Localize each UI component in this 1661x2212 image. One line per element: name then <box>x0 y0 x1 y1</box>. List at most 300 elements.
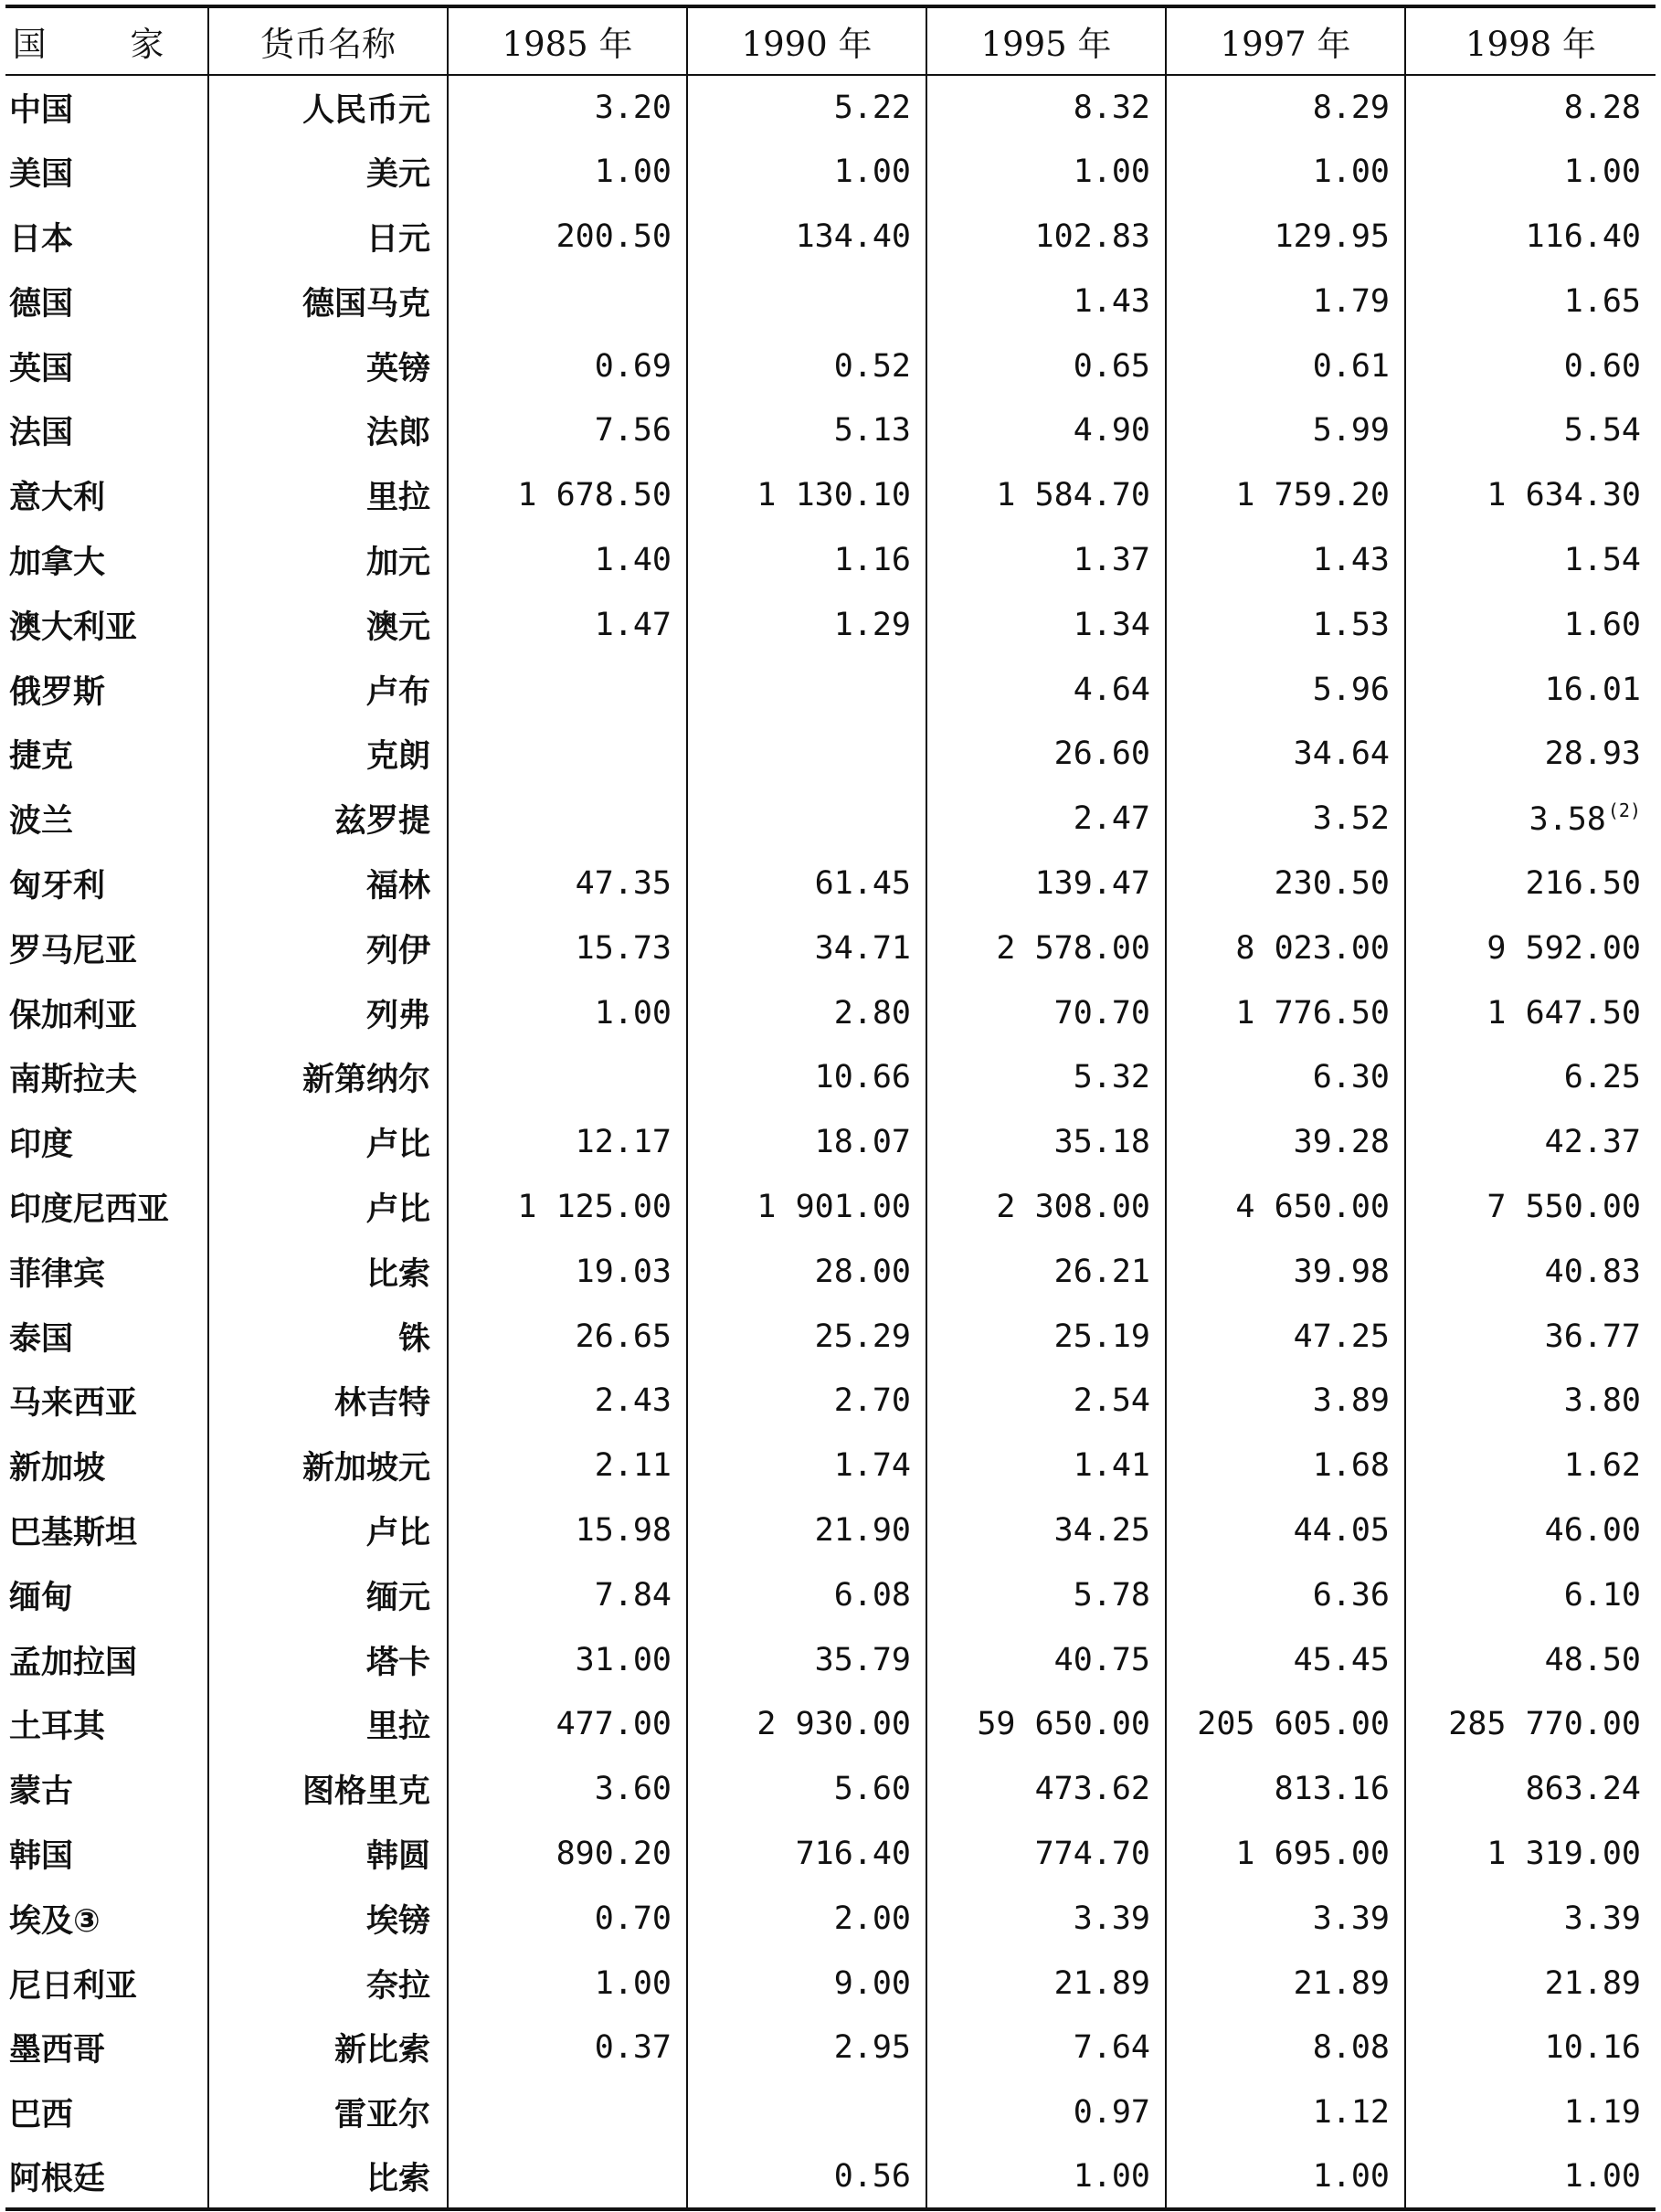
table-row <box>5 787 1656 852</box>
header-currency: 货币名称 <box>208 6 448 75</box>
rate-value: 28.93 <box>1544 736 1641 773</box>
rate-cell-1997 <box>1166 1757 1405 1822</box>
currency-cell: 人民币元 <box>208 75 448 140</box>
currency-cell: 日元 <box>208 205 448 270</box>
country-cell: 德国 <box>9 285 74 323</box>
rate-value: 102.83 <box>1034 217 1150 255</box>
rate-cell-1985 <box>448 1434 687 1498</box>
rate-cell-1995 <box>926 269 1166 333</box>
rate-value: 0.52 <box>833 347 911 385</box>
rate-cell-1998 <box>1405 1110 1656 1175</box>
footnote-marker: (2) <box>1607 799 1641 822</box>
currency-cell: 新比索 <box>208 2016 448 2080</box>
rate-cell-1990 <box>687 1562 926 1627</box>
rate-value: 0.56 <box>833 2157 911 2195</box>
country-cell: 匈牙利 <box>9 867 106 905</box>
rate-value: 1.29 <box>833 606 911 643</box>
rate-cell-1997 <box>1166 852 1405 916</box>
currency-cell: 加元 <box>208 528 448 593</box>
rate-value: 1.53 <box>1312 606 1390 643</box>
rate-cell-1985 <box>448 1692 687 1757</box>
rate-value: 39.28 <box>1293 1124 1390 1161</box>
table-row <box>5 592 1656 657</box>
rate-value: 3.39 <box>1312 1900 1390 1937</box>
rate-cell-1985 <box>448 463 687 528</box>
currency-cell: 卢比 <box>208 1498 448 1563</box>
rate-cell-1990 <box>687 333 926 398</box>
rate-value: 5.78 <box>1073 1576 1150 1614</box>
currency-cell: 卢布 <box>208 657 448 722</box>
rate-value: 285 770.00 <box>1448 1706 1641 1743</box>
rate-value: 1 125.00 <box>517 1188 672 1225</box>
rate-value: 1.00 <box>594 994 672 1032</box>
rate-cell-1997 <box>1166 463 1405 528</box>
country-cell: 美国 <box>9 156 74 194</box>
rate-cell-1995 <box>926 787 1166 852</box>
country-cell: 新加坡 <box>9 1450 106 1487</box>
rate-cell-1985 <box>448 1562 687 1627</box>
rate-cell-1990 <box>687 915 926 980</box>
rate-value: 3.80 <box>1563 1382 1641 1420</box>
rate-value: 9 592.00 <box>1486 929 1641 967</box>
country-cell: 法国 <box>9 415 74 452</box>
rate-value: 1 695.00 <box>1235 1835 1390 1872</box>
rate-cell-1985 <box>448 1757 687 1822</box>
rate-cell-1995 <box>926 1498 1166 1563</box>
rate-cell-1985 <box>448 1110 687 1175</box>
rate-value: 5.32 <box>1073 1059 1150 1096</box>
rate-value: 7.84 <box>594 1576 672 1614</box>
rate-value: 5.13 <box>833 412 911 450</box>
rate-value: 47.25 <box>1293 1318 1390 1355</box>
rate-cell-1998 <box>1405 528 1656 593</box>
currency-cell: 兹罗提 <box>208 787 448 852</box>
rate-value: 1 319.00 <box>1486 1835 1641 1872</box>
rate-value: 2.70 <box>833 1382 911 1420</box>
country-cell: 泰国 <box>9 1320 74 1358</box>
rate-value: 890.20 <box>555 1835 672 1872</box>
rate-cell-1997 <box>1166 1562 1405 1627</box>
rate-cell-1998 <box>1405 592 1656 657</box>
rate-cell-1985 <box>448 205 687 270</box>
rate-cell-1998 <box>1405 1757 1656 1822</box>
rate-cell-1998 <box>1405 1175 1656 1240</box>
rate-value: 8.32 <box>1073 89 1150 126</box>
rate-cell-1990 <box>687 980 926 1045</box>
rate-value: 8.28 <box>1563 89 1641 126</box>
rate-cell-1990 <box>687 2145 926 2210</box>
rate-cell-1990 <box>687 1951 926 2016</box>
country-cell: 印度 <box>9 1127 74 1164</box>
table-row <box>5 1498 1656 1563</box>
rate-cell-1995 <box>926 140 1166 205</box>
rate-value: 0.97 <box>1073 2094 1150 2132</box>
rate-cell-1990 <box>687 1304 926 1369</box>
rate-cell-1985 <box>448 787 687 852</box>
rate-value: 2.54 <box>1073 1382 1150 1420</box>
rate-cell-1995 <box>926 1175 1166 1240</box>
rate-value: 1 647.50 <box>1486 994 1641 1032</box>
table-row <box>5 1627 1656 1692</box>
rate-cell-1998 <box>1405 75 1656 140</box>
rate-value: 1.62 <box>1563 1447 1641 1485</box>
country-cell: 阿根廷 <box>5 2145 208 2210</box>
rate-cell-1985 <box>448 1175 687 1240</box>
rate-cell-1997 <box>1166 1886 1405 1951</box>
table-row <box>5 1239 1656 1304</box>
rate-value: 7.64 <box>1073 2029 1150 2067</box>
table-row <box>5 1434 1656 1498</box>
rate-cell-1990 <box>687 657 926 722</box>
rate-cell-1995 <box>926 205 1166 270</box>
rate-value: 34.25 <box>1053 1511 1150 1549</box>
currency-cell: 里拉 <box>208 463 448 528</box>
rate-cell-1985 <box>448 75 687 140</box>
country-cell: 尼日利亚 <box>9 1967 138 2005</box>
rate-cell-1998 <box>1405 915 1656 980</box>
table-row <box>5 1110 1656 1175</box>
rate-cell-1998 <box>1405 2145 1656 2210</box>
rate-cell-1985 <box>448 1627 687 1692</box>
rate-cell-1985 <box>448 915 687 980</box>
rate-value: 40.75 <box>1053 1641 1150 1678</box>
header-year-1990: 1990 年 <box>687 6 926 75</box>
rate-cell-1995 <box>926 1692 1166 1757</box>
rate-value: 4 650.00 <box>1235 1188 1390 1225</box>
rate-value: 5.54 <box>1563 412 1641 450</box>
rate-cell-1985 <box>448 1822 687 1887</box>
rate-value: 1.00 <box>594 1964 672 2002</box>
rate-value: 5.99 <box>1312 412 1390 450</box>
rate-cell-1995 <box>926 528 1166 593</box>
rate-cell-1990 <box>687 722 926 787</box>
country-cell: 韩国 <box>9 1837 74 1875</box>
rate-cell-1995 <box>926 2080 1166 2145</box>
country-cell: 巴基斯坦 <box>9 1514 138 1551</box>
rate-value: 1.43 <box>1312 541 1390 578</box>
currency-cell: 里拉 <box>208 1692 448 1757</box>
rate-cell-1990 <box>687 2016 926 2080</box>
currency-cell: 韩圆 <box>208 1822 448 1887</box>
rate-cell-1990 <box>687 1110 926 1175</box>
rate-cell-1985 <box>448 140 687 205</box>
rate-cell-1998 <box>1405 1498 1656 1563</box>
country-cell: 捷克 <box>9 738 74 776</box>
rate-cell-1995 <box>926 1434 1166 1498</box>
rate-cell-1995 <box>926 592 1166 657</box>
country-cell: 土耳其 <box>9 1709 106 1746</box>
rate-cell-1997 <box>1166 722 1405 787</box>
rate-value: 0.69 <box>594 347 672 385</box>
rate-cell-1998 <box>1405 1627 1656 1692</box>
rate-cell-1998 <box>1405 722 1656 787</box>
rate-cell-1998 <box>1405 787 1656 852</box>
currency-cell: 新第纳尔 <box>208 1045 448 1110</box>
rate-cell-1985 <box>448 333 687 398</box>
rate-cell-1990 <box>687 398 926 463</box>
rate-cell-1997 <box>1166 1692 1405 1757</box>
currency-cell: 澳元 <box>208 592 448 657</box>
header-year-1998: 1998 年 <box>1405 6 1656 75</box>
rate-value: 3.89 <box>1312 1382 1390 1420</box>
rate-cell-1995 <box>926 333 1166 398</box>
currency-cell: 比索 <box>208 1239 448 1304</box>
rate-value: 46.00 <box>1544 1511 1641 1549</box>
country-cell: 马来西亚 <box>9 1385 138 1423</box>
rate-cell-1998 <box>1405 2016 1656 2080</box>
rate-cell-1997 <box>1166 1498 1405 1563</box>
rate-value: 205 605.00 <box>1197 1706 1390 1743</box>
rate-value: 8.29 <box>1312 89 1390 126</box>
table-row <box>5 269 1656 333</box>
rate-cell-1997 <box>1166 333 1405 398</box>
rate-value: 6.10 <box>1563 1576 1641 1614</box>
rate-cell-1985 <box>448 1239 687 1304</box>
rate-value: 5.96 <box>1312 671 1390 708</box>
rate-cell-1997 <box>1166 1369 1405 1434</box>
table-row <box>5 657 1656 722</box>
table-row <box>5 980 1656 1045</box>
rate-value: 116.40 <box>1525 217 1641 255</box>
rate-cell-1998 <box>1405 1369 1656 1434</box>
country-cell: 英国 <box>9 350 74 387</box>
currency-cell: 英镑 <box>208 333 448 398</box>
currency-cell: 奈拉 <box>208 1951 448 2016</box>
rate-cell-1998 <box>1405 1562 1656 1627</box>
rate-value: 2.11 <box>594 1447 672 1485</box>
currency-cell: 缅元 <box>208 1562 448 1627</box>
table-row <box>5 1692 1656 1757</box>
rate-value: 0.60 <box>1563 347 1641 385</box>
country-cell: 加拿大 <box>9 544 106 581</box>
rate-value: 3.60 <box>594 1771 672 1808</box>
rate-cell-1995 <box>926 1304 1166 1369</box>
rate-value: 39.98 <box>1293 1253 1390 1290</box>
table-row <box>5 1045 1656 1110</box>
rate-value: 44.05 <box>1293 1511 1390 1549</box>
rate-value: 1.00 <box>1312 2157 1390 2195</box>
rate-value: 45.45 <box>1293 1641 1390 1678</box>
table-row <box>5 2016 1656 2080</box>
rate-cell-1997 <box>1166 205 1405 270</box>
table-row <box>5 75 1656 140</box>
rate-cell-1997 <box>1166 1822 1405 1887</box>
rate-value: 2.43 <box>594 1382 672 1420</box>
rate-cell-1990 <box>687 1822 926 1887</box>
rate-cell-1990 <box>687 852 926 916</box>
rate-value: 40.83 <box>1544 1253 1641 1290</box>
table-row <box>5 528 1656 593</box>
rate-value: 1 901.00 <box>756 1188 911 1225</box>
rate-value: 1.00 <box>1563 2157 1641 2195</box>
rate-cell-1997 <box>1166 1239 1405 1304</box>
rate-value: 1.19 <box>1563 2094 1641 2132</box>
rate-value: 7.56 <box>594 412 672 450</box>
table-row <box>5 915 1656 980</box>
rate-cell-1985 <box>448 722 687 787</box>
country-cell: 蒙古 <box>9 1773 74 1811</box>
currency-cell: 新加坡元 <box>208 1434 448 1498</box>
rate-cell-1995 <box>926 980 1166 1045</box>
rate-value: 16.01 <box>1544 671 1641 708</box>
rate-value: 1.68 <box>1312 1447 1390 1485</box>
currency-cell: 卢比 <box>208 1175 448 1240</box>
table-row <box>5 140 1656 205</box>
header-country: 国 家 <box>5 6 208 75</box>
rate-cell-1985 <box>448 657 687 722</box>
rate-value: 47.35 <box>575 864 672 902</box>
rate-value: 59 650.00 <box>977 1706 1150 1743</box>
rate-cell-1985 <box>448 398 687 463</box>
country-cell: 波兰 <box>9 803 74 841</box>
currency-cell: 克朗 <box>208 722 448 787</box>
country-cell: 罗马尼亚 <box>9 932 138 969</box>
rate-value: 1.00 <box>594 153 672 191</box>
rate-value: 1.47 <box>594 606 672 643</box>
rate-cell-1998 <box>1405 2080 1656 2145</box>
table-row <box>5 333 1656 398</box>
rate-cell-1997 <box>1166 2016 1405 2080</box>
rate-cell-1997 <box>1166 528 1405 593</box>
rate-value: 5.60 <box>833 1771 911 1808</box>
rate-cell-1997 <box>1166 1045 1405 1110</box>
rate-cell-1998 <box>1405 333 1656 398</box>
rate-cell-1995 <box>926 2016 1166 2080</box>
rate-value: 1.65 <box>1563 282 1641 320</box>
rate-value: 8 023.00 <box>1235 929 1390 967</box>
rate-value: 35.18 <box>1053 1124 1150 1161</box>
rate-cell-1995 <box>926 1045 1166 1110</box>
rate-value: 3.39 <box>1073 1900 1150 1937</box>
exchange-rate-table-container <box>5 5 1656 2211</box>
rate-value: 10.66 <box>814 1059 911 1096</box>
rate-value: 6.08 <box>833 1576 911 1614</box>
rate-cell-1990 <box>687 1692 926 1757</box>
rate-value: 813.16 <box>1274 1771 1390 1808</box>
rate-value: 25.29 <box>814 1318 911 1355</box>
rate-cell-1995 <box>926 722 1166 787</box>
rate-value: 26.60 <box>1053 736 1150 773</box>
table-row <box>5 722 1656 787</box>
rate-value: 4.90 <box>1073 412 1150 450</box>
rate-cell-1990 <box>687 592 926 657</box>
rate-value: 1.40 <box>594 541 672 578</box>
rate-cell-1985 <box>448 1498 687 1563</box>
rate-value: 15.73 <box>575 929 672 967</box>
rate-cell-1998 <box>1405 398 1656 463</box>
rate-cell-1990 <box>687 1434 926 1498</box>
rate-value: 6.36 <box>1312 1576 1390 1614</box>
rate-cell-1998 <box>1405 1822 1656 1887</box>
rate-value: 1.60 <box>1563 606 1641 643</box>
rate-value: 216.50 <box>1525 864 1641 902</box>
rate-cell-1998 <box>1405 1239 1656 1304</box>
rate-value: 12.17 <box>575 1124 672 1161</box>
rate-value: 2 930.00 <box>756 1706 911 1743</box>
rate-cell-1990 <box>687 1627 926 1692</box>
rate-cell-1990 <box>687 75 926 140</box>
currency-cell: 德国马克 <box>208 269 448 333</box>
table-row <box>5 1951 1656 2016</box>
rate-cell-1995 <box>926 1822 1166 1887</box>
rate-cell-1985 <box>448 2016 687 2080</box>
rate-value: 1 634.30 <box>1486 477 1641 514</box>
rate-cell-1998 <box>1405 657 1656 722</box>
rate-cell-1998 <box>1405 463 1656 528</box>
rate-cell-1997 <box>1166 787 1405 852</box>
rate-cell-1997 <box>1166 269 1405 333</box>
rate-cell-1990 <box>687 205 926 270</box>
rate-value: 774.70 <box>1034 1835 1150 1872</box>
rate-cell-1995 <box>926 1757 1166 1822</box>
rate-cell-1997 <box>1166 1627 1405 1692</box>
rate-value: 36.77 <box>1544 1318 1641 1355</box>
rate-cell-1985 <box>448 592 687 657</box>
rate-value: 31.00 <box>575 1641 672 1678</box>
currency-cell: 卢比 <box>208 1110 448 1175</box>
rate-cell-1990 <box>687 140 926 205</box>
rate-value: 61.45 <box>814 864 911 902</box>
rate-cell-1995 <box>926 463 1166 528</box>
rate-value: 1.00 <box>1073 2157 1150 2195</box>
rate-cell-1985 <box>448 2080 687 2145</box>
table-row <box>5 398 1656 463</box>
rate-cell-1997 <box>1166 2145 1405 2210</box>
rate-value: 18.07 <box>814 1124 911 1161</box>
rate-value: 28.00 <box>814 1253 911 1290</box>
rate-cell-1985 <box>448 269 687 333</box>
table-row <box>5 1562 1656 1627</box>
rate-cell-1998 <box>1405 1045 1656 1110</box>
header-year-1995: 1995 年 <box>926 6 1166 75</box>
table-row <box>5 2145 1656 2210</box>
rate-value: 3.58 <box>1529 801 1606 839</box>
rate-value: 473.62 <box>1034 1771 1150 1808</box>
rate-value: 129.95 <box>1274 217 1390 255</box>
table-row <box>5 1369 1656 1434</box>
rate-value: 34.71 <box>814 929 911 967</box>
exchange-rate-table <box>5 5 1656 2211</box>
rate-value: 21.89 <box>1293 1964 1390 2002</box>
currency-cell: 雷亚尔 <box>208 2080 448 2145</box>
table-row <box>5 463 1656 528</box>
header-year-1985: 1985 年 <box>448 6 687 75</box>
rate-cell-1997 <box>1166 915 1405 980</box>
rate-value: 1.34 <box>1073 606 1150 643</box>
country-cell: 日本 <box>9 220 74 258</box>
rate-value: 863.24 <box>1525 1771 1641 1808</box>
rate-cell-1998 <box>1405 1692 1656 1757</box>
rate-cell-1997 <box>1166 140 1405 205</box>
country-cell: 印度尼西亚 <box>9 1191 170 1228</box>
rate-value: 1.00 <box>1312 153 1390 191</box>
rate-value: 1 759.20 <box>1235 477 1390 514</box>
rate-cell-1995 <box>926 1110 1166 1175</box>
rate-cell-1985 <box>448 1951 687 2016</box>
rate-cell-1985 <box>448 1886 687 1951</box>
table-row <box>5 1304 1656 1369</box>
rate-cell-1997 <box>1166 1951 1405 2016</box>
rate-cell-1998 <box>1405 1434 1656 1498</box>
rate-cell-1990 <box>687 1175 926 1240</box>
header-year-1997: 1997 年 <box>1166 6 1405 75</box>
rate-cell-1998 <box>1405 980 1656 1045</box>
rate-cell-1995 <box>926 915 1166 980</box>
rate-cell-1990 <box>687 1757 926 1822</box>
rate-value: 70.70 <box>1053 994 1150 1032</box>
table-row <box>5 1822 1656 1887</box>
rate-value: 10.16 <box>1544 2029 1641 2067</box>
